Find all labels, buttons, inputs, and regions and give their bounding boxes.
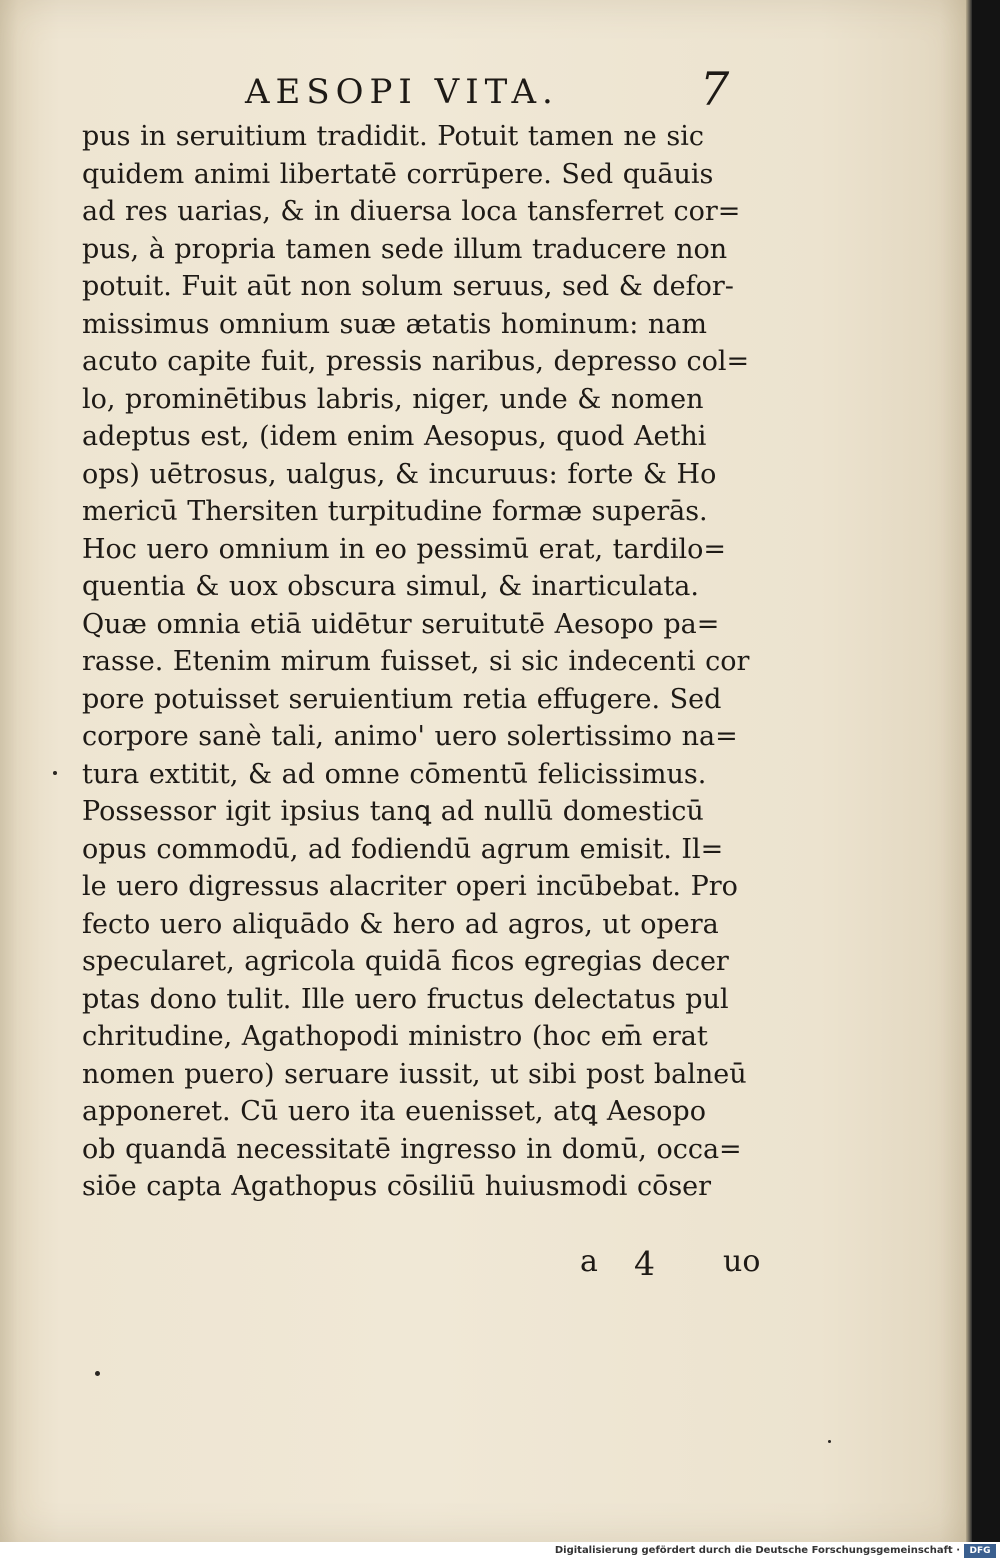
text-line: siōe capta Agathopus cōsiliū huiusmodi cōser [82,1171,712,1202]
text-line: pus, à propria tamen sede illum traducere non [82,233,728,265]
body-text [82,118,762,1206]
text-line: ops) uētrosus, ualgus, & incuruus: forte & Ho [82,458,717,490]
text-line: opus commodū, ad fodiendū agrum emisit. Il= [82,833,724,865]
signature-mark: a [580,1244,598,1279]
catchword: uo [723,1244,761,1279]
text-line: adeptus est, (idem enim Aesopus, quod Aethi [82,421,707,452]
text-line: rasse. Etenim mirum fuisset, si sic indecenti cor [82,646,750,677]
signature-number: 4 [634,1244,655,1283]
dfg-logo: DFG [964,1544,996,1558]
text-line: tura extitit, & ad omne cōmentū felicissimus. [82,758,707,790]
text-line: lo, prominētibus labris, niger, unde & nomen [82,383,704,415]
page-edge [966,0,972,1542]
text-line: nomen puero) seruare iussit, ut sibi post balneū [82,1058,747,1090]
text-line: acuto capite fuit, pressis naribus, depresso col= [82,346,750,377]
footer-bar [0,1542,1000,1561]
funding-credit: Digitalisierung gefördert durch die Deutsche Forschungsgemeinschaft · [554,1545,960,1556]
text-line: potuit. Fuit aūt non solum seruus, sed & defor- [82,271,734,302]
text-line: Quæ omnia etiā uidētur seruitutē Aesopo pa= [82,608,720,640]
text-line: corpore sanè tali, animo' uero solertissimo na= [82,721,738,752]
text-line: quidem animi libertatē corrūpere. Sed quāuis [82,158,714,190]
text-line: ad res uarias, & in diuersa loca tansferret cor= [82,196,741,227]
ink-speck [53,771,57,775]
text-line: mericū Thersiten turpitudine formæ superās. [82,496,708,527]
text-line: le uero digressus alacriter operi incūbebat. Pro [82,871,738,902]
text-line: Hoc uero omnium in eo pessimū erat, tardilo= [82,533,726,565]
text-line: quentia & uox obscura simul, & inarticulata. [82,571,699,602]
text-line: pus in seruitium tradidit. Potuit tamen ne sic [82,121,704,152]
text-line: ptas dono tulit. Ille uero fructus delectatus pul [82,983,729,1015]
text-line: ob quandā necessitatē ingresso in domū, occa= [82,1133,742,1165]
ink-speck [95,1371,100,1376]
ink-speck [828,1440,831,1443]
text-line: Possessor igit ipsius tanꝗ ad nullū domesticū [82,796,704,827]
text-line: pore potuisset seruientium retia effugere. Sed [82,683,722,715]
text-line: fecto uero aliquādo & hero ad agros, ut opera [82,908,719,940]
page-number: 7 [700,62,730,116]
text-line: chritudine, Agathopodi ministro (hoc em̄ erat [82,1021,708,1052]
text-line: apponeret. Cū uero ita euenisset, atꝗ Aesopo [82,1096,706,1127]
text-line: missimus omnium suæ ætatis hominum: nam [82,308,707,340]
running-head: AESOPI VITA. [245,72,559,112]
text-line: specularet, agricola quidā ficos egregias decer [82,946,729,977]
